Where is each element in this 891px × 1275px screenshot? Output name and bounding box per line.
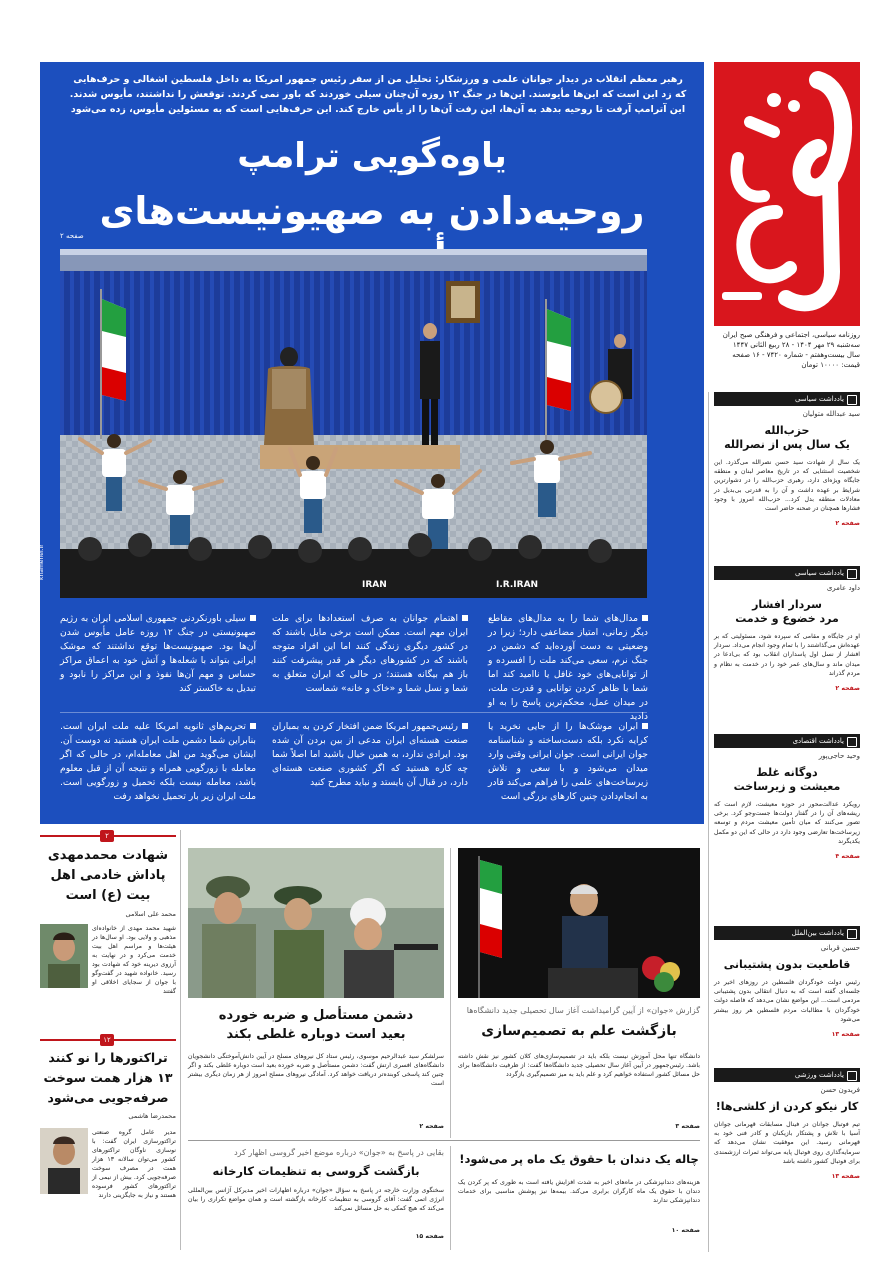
military-story-title: دشمن مستأصل و ضربه خورده: [218, 1008, 414, 1023]
stage-photo-illustration: [60, 249, 647, 598]
sidebar-note-2: [714, 566, 860, 746]
headline-main: روحیه‌دادن به صهیونیست‌های: [99, 189, 645, 233]
masthead-info-line: سال بیست‌وهفتم - شماره ۷۴۲۰ - ۱۶ صفحه: [732, 351, 860, 359]
sidebar-note-4: [714, 926, 860, 1060]
portrait-photo: [40, 1128, 88, 1194]
quote-col-6: تحریم‌های ثانویه امریکا علیه ملت ایران است. بنابراین شما دشمن ملت ایران هستید نه دوست آن. ایشان می‌گوید من اهل معامله‌ام، در حالی که اگر معامله با زورگویی همراه و نتیجه آن از قبل معلوم باشد، معامله نیست بلکه تحمیل و زورگویی است. ملت ایران زیر بار تحمیل نخواهد رفت: [60, 721, 256, 802]
left-story-badge: [40, 1034, 176, 1046]
sidebar-head: یادداشت بین‌الملل: [714, 926, 860, 940]
sidebar-page-ref: صفحه ۴: [835, 853, 860, 861]
quote-col-2: اهتمام جوانان به صرف استعدادها برای ملت ایران مهم است. ممکن است برخی مایل باشند که در کشور دیگری زندگی کنند اما این افراد متوجه باشند که در کشورهای دیگر هر قدر پیشرفت کنند باز هم بیگانه هستند؛ در حالی که ایران متعلق به شما و نسل شما و «خاک و خانه» شماست: [272, 613, 468, 694]
military-photo: [188, 848, 444, 998]
president-photo: [458, 848, 700, 998]
shirt-text: I.R.IRAN: [496, 580, 539, 590]
tooth-story-body: هزینه‌های دندانپزشکی در ماه‌های اخیر به شدت افزایش یافته است به طوری که پر کردن یک دندان با حقوق یک ماه کارگران برابری می‌کند. بیمه‌ها نیز پوشش مناسبی برای خدمات دندانپزشکی ندارند: [458, 1179, 700, 1204]
sidebar-author: داود عامری: [826, 584, 860, 592]
logo-icon: [714, 62, 860, 326]
sidebar-title: سردار افشار: [752, 598, 822, 611]
portrait-icon: [40, 924, 88, 988]
sidebar-title: حزب‌الله: [764, 424, 810, 437]
sidebar-subtitle: یک سال پس از نصرالله: [724, 438, 850, 451]
column-divider: [180, 830, 181, 1250]
left-story-author: محمد علی اسلامی: [125, 910, 176, 918]
science-story-body: دانشگاه تنها محل آموزش نیست بلکه باید در تصمیم‌سازی‌های کلان کشور نیز نقش داشته باشد. رئیس‌جمهور در آیین آغاز سال تحصیلی جدید دانشگاه‌ها گفت: از ظرفیت دانشگاه‌ها برای حل مسائل کشور استفاده خواهیم کرد و علم باید به میز تصمیم‌گیری بازگردد: [458, 1053, 700, 1078]
headline-top: یاوه‌گویی ترامپ: [237, 136, 507, 176]
grossi-story-kicker: بقایی در پاسخ به «جوان» درباره موضع اخیر گروسی اظهار کرد: [234, 1148, 444, 1157]
sidebar-author: فریدون حسن: [820, 1086, 860, 1094]
page-ref: صفحه ۲: [60, 232, 84, 240]
military-photo-illustration: [188, 848, 444, 998]
left-story-body: شهید محمد مهدی از خانواده‌ای مذهبی و ولایی بود. او سال‌ها در هیئت‌ها و مراسم اهل بیت خدمت می‌کرد و در نهایت به آرزوی دیرینه خود که شهادت بود رسید. خانواده شهید در گفت‌وگو با جوان از سجایای اخلاقی او گفتند: [92, 925, 176, 995]
column-divider: [450, 1146, 451, 1250]
science-story-kicker: گزارش «جوان» از آیین گرامیداشت آغاز سال تحصیلی جدید دانشگاه‌ها: [466, 1006, 700, 1015]
left-story-body: مدیر عامل گروه صنعتی تراکتورسازی ایران گفت: با نوسازی ناوگان تراکتورهای کشور می‌توان سالانه ۱۳ هزار همت در مصرف سوخت صرفه‌جویی کرد. بیش از نیمی از تراکتورهای کشور فرسوده هستند و نیاز به جایگزینی دارند: [92, 1129, 176, 1199]
sidebar-author: وحید حاجی‌پور: [818, 752, 860, 760]
photo-credit: khamenei.ir: [38, 544, 45, 580]
sidebar-title: قاطعیت بدون پشتیبانی: [723, 958, 851, 971]
sidebar-body: تیم فوتبال جوانان در فینال مسابقات قهرمانی جوانان آسیا با تلاش و پشتکار بازیکنان و کادر فنی خود به قهرمانی رسید. این موفقیت نشان می‌دهد که سرمایه‌گذاری روی فوتبال پایه می‌تواند ثمرات ارزشمندی برای فوتبال کشور داشته باشد: [714, 1121, 860, 1165]
grossi-story-title: بازگشت گروسی به تنظیمات کارخانه: [212, 1164, 420, 1178]
quote-col-4: ایران موشک‌ها را از جایی نخرید یا کرایه نکرد بلکه دست‌ساخته و شناسنامه جوان ایرانی است. جوان ایرانی وقتی وارد میدان می‌شود و با سعی و تلاش زیرساخت‌های علمی را فراهم می‌کند قادر به انجام‌دادن چنین کارهای بزرگی است: [488, 721, 648, 802]
badge-number: ۱۲: [100, 1034, 114, 1046]
science-story-ref: صفحه ۳: [675, 1123, 700, 1130]
military-story-subtitle: بعید است دوباره غلطی بکند: [226, 1027, 406, 1042]
sidebar-body: رئیس دولت خودگردان فلسطین در روزهای اخیر در جلسه‌ای گفته است که به دنبال انتقالی بدون پشتیبانی مردمی است... این مواضع نشان می‌دهد که فاصله دولت خودگردان با مطالبات مردم فلسطین هر روز بیشتر می‌شود: [714, 979, 860, 1023]
sidebar-head: یادداشت سیاسی: [714, 392, 860, 406]
lead-paragraph: رهبر معظم انقلاب در دیدار جوانان علمی و ورزشکار: تحلیل من از سفر رئیس جمهور امریکا به داخل فلسطین اشغالی و حرف‌هایی که زد این است که این‌ها مأیوسند. این‌ها در جنگ ۱۲ روزه آن‌چنان سیلی خوردند که باور نمی کردند. توقعش را نداشتند، مأیوس شدند. این آترامپ آرفت تا روحیه بدهد به آن‌ها، این رفت آن‌ها را از یأس خارج کند. این حرف‌هایی است که به مسئولین مأیوس، زده می‌شود: [69, 74, 687, 115]
sidebar-head: یادداشت ورزشی: [714, 1068, 860, 1082]
column-divider: [450, 848, 451, 1138]
sidebar-note-5: [714, 1068, 860, 1248]
tooth-story-title: چاله یک دندان با حقوق یک ماه پر می‌شود!: [459, 1152, 699, 1166]
sidebar-subtitle: مرد خضوع و خدمت: [735, 612, 839, 625]
military-story-body: سرلشکر سید عبدالرحیم موسوی، رئیس ستاد کل نیروهای مسلح در آیین دانش‌آموختگی دانشجویان دانشگاه‌های افسری ارتش گفت: دشمن مستأصل و ضربه خورده بعید است دوباره غلطی بکند و اگر چنین کند پاسخی کوبنده‌تر دریافت خواهد کرد. آمادگی نیروهای مسلح امروز از هر زمان دیگری بیشتر است: [188, 1053, 444, 1087]
sidebar-note-3: [714, 734, 860, 918]
quote-col-5: رئیس‌جمهور امریکا ضمن افتخار کردن به بمباران صنعت هسته‌ای ایران مدعی از بین بردن آن شده بود. ایرادی ندارد، به همین خیال باشید اما اصلاً شما چه کاره هستید که اگر کشوری صنعت هسته‌ای دارد، در قبال آن بایستد و نباید مطرح کنید: [272, 721, 468, 788]
masthead-logo: [714, 62, 860, 326]
left-story-author: محمدرضا هاشمی: [128, 1112, 176, 1120]
lead-photo: [60, 249, 647, 598]
sidebar-body: یک سال از شهادت سید حسن نصرالله می‌گذرد. این شخصیت استثنایی که در تاریخ معاصر لبنان و منطقه جایگاه ویژه‌ای دارد، رهبری حزب‌الله را در دشوارترین شرایط بر عهده داشت و آن را به قدرتی بی‌بدیل در معادلات منطقه بدل کرد... حزب‌الله امروز با وجود فشارها همچنان در صحنه حاضر است: [714, 459, 860, 513]
sidebar-page-ref: صفحه ۲: [835, 520, 860, 528]
sidebar-head: یادداشت سیاسی: [714, 566, 860, 580]
column-divider: [708, 392, 709, 1252]
sidebar-title: دوگانه غلط: [756, 766, 818, 779]
sidebar-note-1: [714, 392, 860, 574]
left-story-title: تراکتورها را نو کنند ۱۳ هزار همت سوخت صرفه‌جویی می‌شود: [43, 1050, 173, 1105]
masthead-info-line: سه‌شنبه ۲۹ مهر ۱۴۰۴ - ۲۸ ربیع الثانی ۱۴۴۷: [732, 341, 860, 349]
quote-col-1: مدال‌های شما را به مدال‌های مقاطع دیگر زمانی، امتیاز مضاعفی دارد؛ زیرا در وضعیتی به دست آورده‌اید که دشمن در جنگ نرم، سعی می‌کند ملت را افسرده و از توانایی‌های خود غافل یا ناامید کند اما شما با ظاهر کردن توانایی و قدرت ملت، در میدان عمل، محکم‌ترین پاسخ را به او دادید: [488, 613, 648, 722]
sidebar-subtitle: معیشت و زیرساخت: [733, 780, 841, 793]
grossi-story-ref: صفحه ۱۵: [415, 1233, 444, 1240]
quote-col-3: سیلی باورنکردنی جمهوری اسلامی ایران به رژیم صهیونیستی در جنگ ۱۲ روزه عامل مأیوس شدن آن‌ها بود. صهیونیست‌ها توقع نداشتند که موشک ایرانی بتواند با شعله‌ها و آتش خود به اعماق مراکز حساس و مهم آن‌ها نفوذ و این مراکز را نابود و تبدیل به خاکستر کند: [60, 613, 256, 694]
sidebar-head: یادداشت اقتصادی: [714, 734, 860, 748]
sidebar-author: حسین قربانی: [820, 944, 860, 952]
masthead-info-line: روزنامه سیاسی، اجتماعی و فرهنگی صبح ایران: [722, 331, 860, 339]
portrait-photo: [40, 924, 88, 988]
sidebar-body: رویکرد عدالت‌محور در حوزه معیشت، لازم است که ریشه‌های آن را در گفتار دولت‌ها جست‌وجو کرد. برخی تصور می‌کنند که میان تأمین معیشت مردم و توسعه زیرساخت‌ها تعارضی وجود دارد در حالی که این دو مکمل یکدیگرند: [714, 801, 860, 845]
masthead-info-line: قیمت: ۱۰۰۰۰ تومان: [801, 361, 860, 369]
sidebar-title: کار نیکو کردن از کلشی‌ها!: [715, 1100, 859, 1113]
sidebar-page-ref: صفحه ۱۳: [831, 1031, 860, 1039]
masthead-info: [714, 330, 860, 386]
section-divider: [188, 1140, 700, 1141]
badge-number: ۲: [100, 830, 114, 842]
president-photo-illustration: [458, 848, 700, 998]
sidebar-body: او در جایگاه و مقامی که سپرده شود، مسئولیتی که بر عهده‌اش می‌گذاشتند را با تمام وجود انجام می‌داد. سردار افشار از نسل اول پاسداران انقلاب بود که بی‌ادعا در میدان ماند و سال‌های عمر خود را در خدمت به نظام و مردم گذراند: [714, 633, 860, 677]
military-story-ref: صفحه ۲: [419, 1123, 444, 1130]
tooth-story-ref: صفحه ۱۰: [671, 1227, 700, 1234]
sidebar-page-ref: صفحه ۲: [835, 685, 860, 693]
left-story-badge: [40, 830, 176, 842]
sidebar-author: سید عبدالله متولیان: [802, 410, 860, 418]
sidebar-page-ref: صفحه ۱۳: [831, 1173, 860, 1181]
grossi-story-body: سخنگوی وزارت خارجه در پاسخ به سؤال «جوان» درباره اظهارات اخیر مدیرکل آژانس بین‌المللی انرژی اتمی گفت: آقای گروسی به تنظیمات کارخانه بازگشته است و همان مواضع تکراری را بیان می‌کند که هیچ کمکی به حل مسائل نمی‌کند: [188, 1187, 444, 1212]
left-story-title: شهادت محمدمهدی پاداش خادمی اهل بیت (ع) است: [47, 848, 169, 903]
blue-divider: [60, 712, 647, 713]
science-story-title: بازگشت علم به تصمیم‌سازی: [481, 1023, 677, 1039]
shirt-text: IRAN: [362, 580, 387, 590]
portrait-icon: [40, 1128, 88, 1194]
